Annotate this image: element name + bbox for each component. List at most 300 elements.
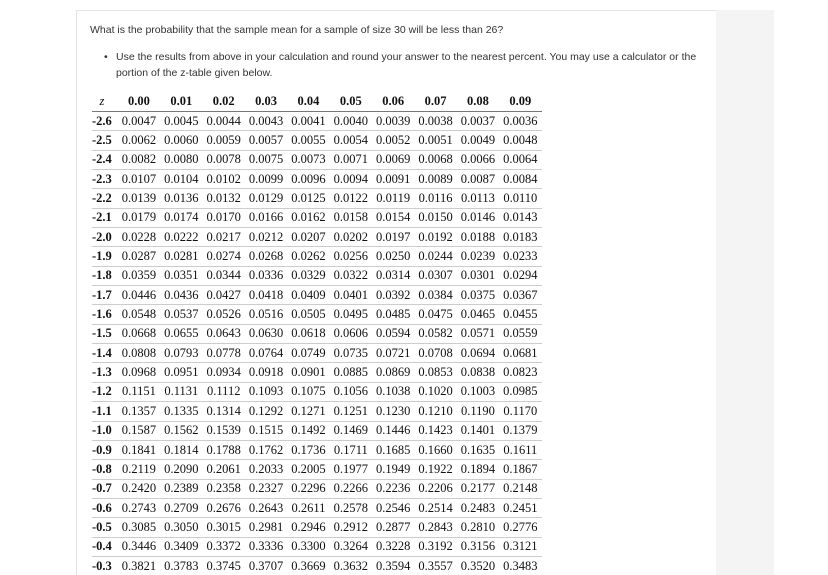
table-row <box>92 421 542 440</box>
probability-cell: 0.2061 <box>203 460 245 479</box>
probability-cell: 0.0918 <box>245 363 287 382</box>
table-row <box>92 324 542 343</box>
z-value-cell: -1.9 <box>92 247 118 266</box>
probability-cell: 0.0359 <box>118 266 160 285</box>
probability-cell: 0.0427 <box>203 286 245 305</box>
table-row <box>92 518 542 537</box>
probability-cell: 0.2810 <box>457 518 499 537</box>
probability-cell: 0.0125 <box>287 189 329 208</box>
probability-cell: 0.3520 <box>457 556 499 575</box>
probability-cell: 0.1762 <box>245 440 287 459</box>
z-value-cell: -0.3 <box>92 556 118 575</box>
probability-cell: 0.1788 <box>203 440 245 459</box>
probability-cell: 0.0281 <box>160 247 202 266</box>
probability-cell: 0.0336 <box>245 266 287 285</box>
probability-cell: 0.0838 <box>457 363 499 382</box>
probability-cell: 0.0351 <box>160 266 202 285</box>
probability-cell: 0.0087 <box>457 170 499 189</box>
probability-cell: 0.1446 <box>372 421 414 440</box>
probability-cell: 0.0274 <box>203 247 245 266</box>
probability-cell: 0.1660 <box>414 440 456 459</box>
probability-cell: 0.0113 <box>457 189 499 208</box>
table-row <box>92 498 542 517</box>
probability-cell: 0.0136 <box>160 189 202 208</box>
probability-cell: 0.0048 <box>499 131 541 150</box>
probability-cell: 0.2676 <box>203 498 245 517</box>
table-row <box>92 208 542 227</box>
probability-cell: 0.0571 <box>457 324 499 343</box>
column-header: 0.07 <box>414 92 456 112</box>
probability-cell: 0.3446 <box>118 537 160 556</box>
z-value-cell: -0.6 <box>92 498 118 517</box>
probability-cell: 0.0681 <box>499 344 541 363</box>
probability-cell: 0.2611 <box>287 498 329 517</box>
probability-cell: 0.1093 <box>245 382 287 401</box>
probability-cell: 0.2033 <box>245 460 287 479</box>
probability-cell: 0.2946 <box>287 518 329 537</box>
probability-cell: 0.0256 <box>330 247 372 266</box>
probability-cell: 0.0262 <box>287 247 329 266</box>
probability-cell: 0.1292 <box>245 402 287 421</box>
z-value-cell: -1.4 <box>92 344 118 363</box>
z-value-cell: -0.8 <box>92 460 118 479</box>
column-header: 0.03 <box>245 92 287 112</box>
z-value-cell: -1.0 <box>92 421 118 440</box>
probability-cell: 0.0793 <box>160 344 202 363</box>
probability-cell: 0.0188 <box>457 228 499 247</box>
probability-cell: 0.0401 <box>330 286 372 305</box>
probability-cell: 0.0150 <box>414 208 456 227</box>
column-header: 0.04 <box>287 92 329 112</box>
probability-cell: 0.0039 <box>372 112 414 131</box>
probability-cell: 0.1894 <box>457 460 499 479</box>
probability-cell: 0.1562 <box>160 421 202 440</box>
probability-cell: 0.0057 <box>245 131 287 150</box>
z-value-cell: -2.3 <box>92 170 118 189</box>
z-value-cell: -2.0 <box>92 228 118 247</box>
probability-cell: 0.3707 <box>245 556 287 575</box>
probability-cell: 0.2090 <box>160 460 202 479</box>
probability-cell: 0.0064 <box>499 150 541 169</box>
probability-cell: 0.1685 <box>372 440 414 459</box>
probability-cell: 0.0465 <box>457 305 499 324</box>
instruction-item <box>104 49 704 81</box>
probability-cell: 0.3050 <box>160 518 202 537</box>
probability-cell: 0.1539 <box>203 421 245 440</box>
column-header: 0.09 <box>499 92 541 112</box>
probability-cell: 0.2236 <box>372 479 414 498</box>
probability-cell: 0.0069 <box>372 150 414 169</box>
probability-cell: 0.0089 <box>414 170 456 189</box>
probability-cell: 0.0202 <box>330 228 372 247</box>
probability-cell: 0.0537 <box>160 305 202 324</box>
probability-cell: 0.1814 <box>160 440 202 459</box>
probability-cell: 0.3745 <box>203 556 245 575</box>
probability-cell: 0.0233 <box>499 247 541 266</box>
probability-cell: 0.2643 <box>245 498 287 517</box>
probability-cell: 0.0526 <box>203 305 245 324</box>
probability-cell: 0.3264 <box>330 537 372 556</box>
probability-cell: 0.1379 <box>499 421 541 440</box>
probability-cell: 0.0146 <box>457 208 499 227</box>
probability-cell: 0.0934 <box>203 363 245 382</box>
probability-cell: 0.0250 <box>372 247 414 266</box>
table-row <box>92 112 542 131</box>
probability-cell: 0.0485 <box>372 305 414 324</box>
probability-cell: 0.0068 <box>414 150 456 169</box>
probability-cell: 0.0322 <box>330 266 372 285</box>
probability-cell: 0.3015 <box>203 518 245 537</box>
z-value-cell: -0.4 <box>92 537 118 556</box>
probability-cell: 0.0244 <box>414 247 456 266</box>
column-header: 0.00 <box>118 92 160 112</box>
probability-cell: 0.0179 <box>118 208 160 227</box>
probability-cell: 0.3632 <box>330 556 372 575</box>
probability-cell: 0.1151 <box>118 382 160 401</box>
probability-cell: 0.0047 <box>118 112 160 131</box>
table-row <box>92 228 542 247</box>
probability-cell: 0.0721 <box>372 344 414 363</box>
probability-cell: 0.2420 <box>118 479 160 498</box>
z-value-cell: -2.4 <box>92 150 118 169</box>
probability-cell: 0.1867 <box>499 460 541 479</box>
probability-cell: 0.0174 <box>160 208 202 227</box>
z-value-cell: -1.6 <box>92 305 118 324</box>
probability-cell: 0.0268 <box>245 247 287 266</box>
probability-cell: 0.0618 <box>287 324 329 343</box>
probability-cell: 0.0044 <box>203 112 245 131</box>
probability-cell: 0.1131 <box>160 382 202 401</box>
probability-cell: 0.0749 <box>287 344 329 363</box>
table-row <box>92 479 542 498</box>
probability-cell: 0.2912 <box>330 518 372 537</box>
probability-cell: 0.0119 <box>372 189 414 208</box>
probability-cell: 0.2389 <box>160 479 202 498</box>
probability-cell: 0.0094 <box>330 170 372 189</box>
z-table-header <box>92 92 542 112</box>
probability-cell: 0.1056 <box>330 382 372 401</box>
probability-cell: 0.2877 <box>372 518 414 537</box>
probability-cell: 0.0301 <box>457 266 499 285</box>
probability-cell: 0.0154 <box>372 208 414 227</box>
probability-cell: 0.1841 <box>118 440 160 459</box>
probability-cell: 0.0062 <box>118 131 160 150</box>
probability-cell: 0.0582 <box>414 324 456 343</box>
probability-cell: 0.1003 <box>457 382 499 401</box>
probability-cell: 0.3372 <box>203 537 245 556</box>
z-value-cell: -0.9 <box>92 440 118 459</box>
table-row <box>92 440 542 459</box>
probability-cell: 0.0104 <box>160 170 202 189</box>
probability-cell: 0.2177 <box>457 479 499 498</box>
probability-cell: 0.0038 <box>414 112 456 131</box>
probability-cell: 0.1190 <box>457 402 499 421</box>
probability-cell: 0.0294 <box>499 266 541 285</box>
probability-cell: 0.1711 <box>330 440 372 459</box>
probability-cell: 0.0091 <box>372 170 414 189</box>
probability-cell: 0.0951 <box>160 363 202 382</box>
probability-cell: 0.0869 <box>372 363 414 382</box>
probability-cell: 0.0059 <box>203 131 245 150</box>
z-table <box>92 92 542 575</box>
probability-cell: 0.0071 <box>330 150 372 169</box>
probability-cell: 0.0197 <box>372 228 414 247</box>
z-value-cell: -1.1 <box>92 402 118 421</box>
probability-cell: 0.3085 <box>118 518 160 537</box>
z-value-cell: -1.3 <box>92 363 118 382</box>
probability-cell: 0.2206 <box>414 479 456 498</box>
probability-cell: 0.0060 <box>160 131 202 150</box>
probability-cell: 0.3300 <box>287 537 329 556</box>
z-table-body <box>92 112 542 575</box>
probability-cell: 0.3557 <box>414 556 456 575</box>
probability-cell: 0.0392 <box>372 286 414 305</box>
probability-cell: 0.0066 <box>457 150 499 169</box>
probability-cell: 0.0143 <box>499 208 541 227</box>
probability-cell: 0.0129 <box>245 189 287 208</box>
probability-cell: 0.0222 <box>160 228 202 247</box>
probability-cell: 0.0052 <box>372 131 414 150</box>
probability-cell: 0.1038 <box>372 382 414 401</box>
probability-cell: 0.1401 <box>457 421 499 440</box>
probability-cell: 0.0694 <box>457 344 499 363</box>
probability-cell: 0.2451 <box>499 498 541 517</box>
probability-cell: 0.1635 <box>457 440 499 459</box>
probability-cell: 0.3821 <box>118 556 160 575</box>
probability-cell: 0.0708 <box>414 344 456 363</box>
probability-cell: 0.0495 <box>330 305 372 324</box>
probability-cell: 0.0418 <box>245 286 287 305</box>
probability-cell: 0.0107 <box>118 170 160 189</box>
probability-cell: 0.2514 <box>414 498 456 517</box>
probability-cell: 0.0455 <box>499 305 541 324</box>
probability-cell: 0.0375 <box>457 286 499 305</box>
table-row <box>92 363 542 382</box>
probability-cell: 0.0446 <box>118 286 160 305</box>
probability-cell: 0.0594 <box>372 324 414 343</box>
z-value-cell: -0.7 <box>92 479 118 498</box>
probability-cell: 0.0630 <box>245 324 287 343</box>
column-header: 0.08 <box>457 92 499 112</box>
z-value-cell: -1.7 <box>92 286 118 305</box>
table-row <box>92 460 542 479</box>
probability-cell: 0.1170 <box>499 402 541 421</box>
probability-cell: 0.0040 <box>330 112 372 131</box>
column-header: 0.02 <box>203 92 245 112</box>
table-row <box>92 382 542 401</box>
probability-cell: 0.0808 <box>118 344 160 363</box>
z-value-cell: -2.2 <box>92 189 118 208</box>
probability-cell: 0.0045 <box>160 112 202 131</box>
table-row <box>92 537 542 556</box>
probability-cell: 0.0078 <box>203 150 245 169</box>
table-row <box>92 247 542 266</box>
column-header: 0.05 <box>330 92 372 112</box>
probability-cell: 0.0084 <box>499 170 541 189</box>
probability-cell: 0.0548 <box>118 305 160 324</box>
probability-cell: 0.3228 <box>372 537 414 556</box>
probability-cell: 0.0823 <box>499 363 541 382</box>
z-column-header: z <box>92 92 118 112</box>
probability-cell: 0.0217 <box>203 228 245 247</box>
probability-cell: 0.1230 <box>372 402 414 421</box>
probability-cell: 0.3409 <box>160 537 202 556</box>
probability-cell: 0.1210 <box>414 402 456 421</box>
right-sidebar-panel <box>716 10 774 575</box>
probability-cell: 0.0132 <box>203 189 245 208</box>
probability-cell: 0.0516 <box>245 305 287 324</box>
probability-cell: 0.0162 <box>287 208 329 227</box>
probability-cell: 0.0287 <box>118 247 160 266</box>
table-row <box>92 305 542 324</box>
probability-cell: 0.2005 <box>287 460 329 479</box>
probability-cell: 0.0183 <box>499 228 541 247</box>
probability-cell: 0.1271 <box>287 402 329 421</box>
probability-cell: 0.3483 <box>499 556 541 575</box>
probability-cell: 0.2578 <box>330 498 372 517</box>
probability-cell: 0.1020 <box>414 382 456 401</box>
probability-cell: 0.0228 <box>118 228 160 247</box>
z-value-cell: -1.8 <box>92 266 118 285</box>
probability-cell: 0.0436 <box>160 286 202 305</box>
probability-cell: 0.3156 <box>457 537 499 556</box>
probability-cell: 0.1314 <box>203 402 245 421</box>
probability-cell: 0.0307 <box>414 266 456 285</box>
probability-cell: 0.0082 <box>118 150 160 169</box>
probability-cell: 0.0102 <box>203 170 245 189</box>
probability-cell: 0.1949 <box>372 460 414 479</box>
probability-cell: 0.0643 <box>203 324 245 343</box>
probability-cell: 0.1492 <box>287 421 329 440</box>
probability-cell: 0.0367 <box>499 286 541 305</box>
bullet-icon: • <box>104 51 108 63</box>
probability-cell: 0.0475 <box>414 305 456 324</box>
z-value-cell: -0.5 <box>92 518 118 537</box>
probability-cell: 0.2296 <box>287 479 329 498</box>
probability-cell: 0.0606 <box>330 324 372 343</box>
probability-cell: 0.1075 <box>287 382 329 401</box>
probability-cell: 0.0314 <box>372 266 414 285</box>
probability-cell: 0.1112 <box>203 382 245 401</box>
probability-cell: 0.0968 <box>118 363 160 382</box>
probability-cell: 0.2266 <box>330 479 372 498</box>
probability-cell: 0.0344 <box>203 266 245 285</box>
probability-cell: 0.1515 <box>245 421 287 440</box>
probability-cell: 0.0212 <box>245 228 287 247</box>
probability-cell: 0.0239 <box>457 247 499 266</box>
probability-cell: 0.0075 <box>245 150 287 169</box>
probability-cell: 0.0043 <box>245 112 287 131</box>
probability-cell: 0.1977 <box>330 460 372 479</box>
question-text: What is the probability that the sample mean for a sample of size 30 will be less than 26? <box>90 24 504 36</box>
column-header: 0.06 <box>372 92 414 112</box>
probability-cell: 0.2709 <box>160 498 202 517</box>
probability-cell: 0.0116 <box>414 189 456 208</box>
probability-cell: 0.0192 <box>414 228 456 247</box>
probability-cell: 0.0037 <box>457 112 499 131</box>
probability-cell: 0.0409 <box>287 286 329 305</box>
column-header: 0.01 <box>160 92 202 112</box>
probability-cell: 0.0055 <box>287 131 329 150</box>
z-value-cell: -2.6 <box>92 112 118 131</box>
probability-cell: 0.0853 <box>414 363 456 382</box>
probability-cell: 0.3121 <box>499 537 541 556</box>
probability-cell: 0.0166 <box>245 208 287 227</box>
probability-cell: 0.3594 <box>372 556 414 575</box>
probability-cell: 0.1736 <box>287 440 329 459</box>
probability-cell: 0.1357 <box>118 402 160 421</box>
probability-cell: 0.3192 <box>414 537 456 556</box>
probability-cell: 0.0158 <box>330 208 372 227</box>
probability-cell: 0.1587 <box>118 421 160 440</box>
probability-cell: 0.2843 <box>414 518 456 537</box>
probability-cell: 0.0985 <box>499 382 541 401</box>
table-row <box>92 286 542 305</box>
probability-cell: 0.0778 <box>203 344 245 363</box>
probability-cell: 0.0901 <box>287 363 329 382</box>
probability-cell: 0.3783 <box>160 556 202 575</box>
probability-cell: 0.2327 <box>245 479 287 498</box>
table-row <box>92 189 542 208</box>
instruction-text: Use the results from above in your calculation and round your answer to the nearest percent. You may use a calculator or the portion of the z-table given below. <box>116 51 697 79</box>
probability-cell: 0.0207 <box>287 228 329 247</box>
z-value-cell: -2.1 <box>92 208 118 227</box>
probability-cell: 0.0073 <box>287 150 329 169</box>
probability-cell: 0.0054 <box>330 131 372 150</box>
probability-cell: 0.0384 <box>414 286 456 305</box>
probability-cell: 0.0505 <box>287 305 329 324</box>
probability-cell: 0.2776 <box>499 518 541 537</box>
probability-cell: 0.0110 <box>499 189 541 208</box>
probability-cell: 0.2148 <box>499 479 541 498</box>
probability-cell: 0.0559 <box>499 324 541 343</box>
probability-cell: 0.1469 <box>330 421 372 440</box>
probability-cell: 0.0122 <box>330 189 372 208</box>
z-value-cell: -2.5 <box>92 131 118 150</box>
probability-cell: 0.0041 <box>287 112 329 131</box>
probability-cell: 0.2981 <box>245 518 287 537</box>
probability-cell: 0.0735 <box>330 344 372 363</box>
question-card <box>76 10 716 575</box>
probability-cell: 0.0764 <box>245 344 287 363</box>
probability-cell: 0.0080 <box>160 150 202 169</box>
probability-cell: 0.0329 <box>287 266 329 285</box>
probability-cell: 0.0885 <box>330 363 372 382</box>
table-row <box>92 131 542 150</box>
probability-cell: 0.2743 <box>118 498 160 517</box>
probability-cell: 0.0668 <box>118 324 160 343</box>
table-row <box>92 266 542 285</box>
probability-cell: 0.0049 <box>457 131 499 150</box>
table-row <box>92 170 542 189</box>
probability-cell: 0.2119 <box>118 460 160 479</box>
probability-cell: 0.0170 <box>203 208 245 227</box>
table-row <box>92 150 542 169</box>
probability-cell: 0.2358 <box>203 479 245 498</box>
table-row <box>92 344 542 363</box>
probability-cell: 0.0139 <box>118 189 160 208</box>
probability-cell: 0.1335 <box>160 402 202 421</box>
probability-cell: 0.1922 <box>414 460 456 479</box>
z-value-cell: -1.2 <box>92 382 118 401</box>
probability-cell: 0.2483 <box>457 498 499 517</box>
table-row <box>92 556 542 575</box>
probability-cell: 0.0655 <box>160 324 202 343</box>
probability-cell: 0.3669 <box>287 556 329 575</box>
probability-cell: 0.0096 <box>287 170 329 189</box>
probability-cell: 0.1251 <box>330 402 372 421</box>
probability-cell: 0.3336 <box>245 537 287 556</box>
